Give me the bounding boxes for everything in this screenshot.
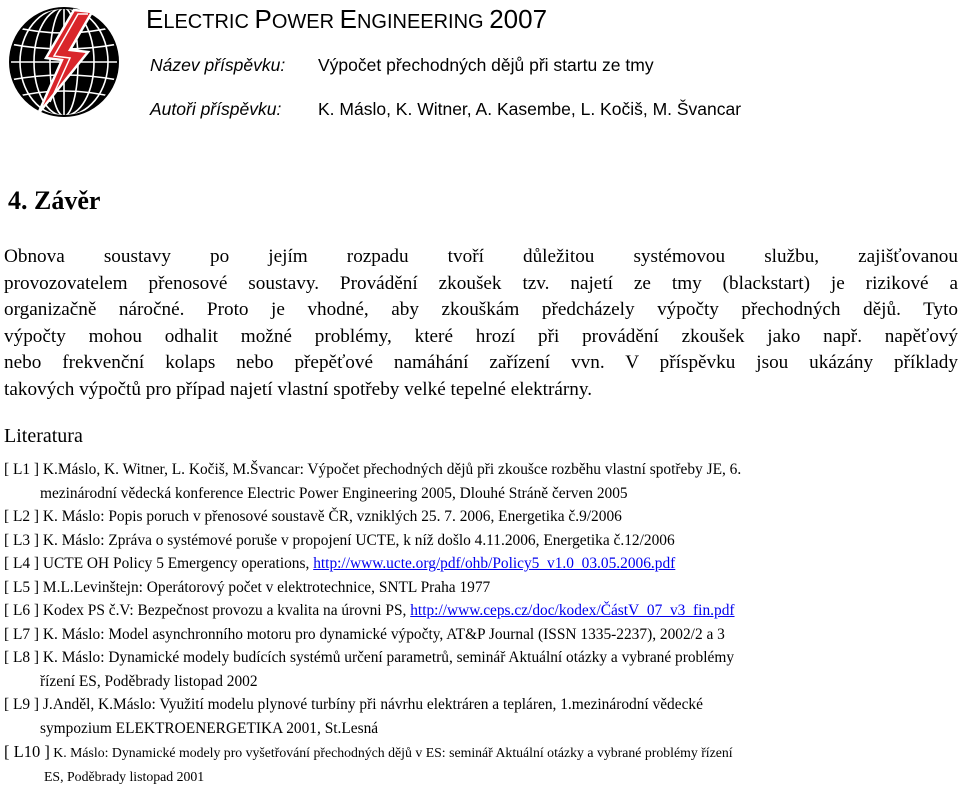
conference-logo — [8, 6, 120, 118]
reference-tag: [ L8 ] — [4, 649, 39, 666]
reference-text: J.Anděl, K.Máslo: Využití modelu plynové turbíny při návrhu elektráren a tepláren, 1.mezinárodní vědecké — [43, 696, 703, 713]
reference-continuation: ES, Poděbrady listopad 2001 — [4, 765, 958, 788]
reference-tag: [ L6 ] — [4, 602, 39, 619]
reference-tag: [ L4 ] — [4, 555, 39, 572]
reference-item — [4, 623, 958, 647]
literature-heading: Literatura — [4, 423, 83, 449]
reference-item — [4, 458, 958, 505]
reference-item — [4, 646, 958, 693]
reference-tag: [ L1 ] — [4, 461, 39, 478]
ucte-policy-link[interactable]: http://www.ucte.org/pdf/ohb/Policy5_v1.0_03.05.2006.pdf — [313, 555, 675, 572]
reference-tag: [ L7 ] — [4, 626, 39, 643]
conclusion-paragraph — [4, 244, 958, 404]
paper-title-label: Název příspěvku: — [150, 54, 285, 76]
reference-tag: [ L10 ] — [4, 742, 50, 761]
reference-continuation: mezinárodní vědecká konference Electric Power Engineering 2005, Dlouhé Stráně červen 2005 — [4, 482, 958, 506]
reference-item — [4, 576, 958, 600]
reference-tag: [ L5 ] — [4, 579, 39, 596]
authors-label: Autoři příspěvku: — [150, 98, 281, 120]
reference-list — [4, 458, 958, 788]
reference-tag: [ L3 ] — [4, 532, 39, 549]
paragraph-line: Obnova soustavy po jejím rozpadu tvoří důležitou systémovou službu, zajišťovanou — [4, 244, 958, 271]
paragraph-line: organizačně náročné. Proto je vhodné, aby zkouškám předcházely výpočty přechodných dějů. Tyto — [4, 297, 958, 324]
section-heading: 4. Závěr — [8, 186, 100, 216]
reference-continuation: řízení ES, Poděbrady listopad 2002 — [4, 670, 958, 694]
reference-item — [4, 693, 958, 740]
reference-text: Kodex PS č.V: Bezpečnost provozu a kvalita na úrovni PS, — [43, 602, 410, 619]
reference-text: K.Máslo, K. Witner, L. Kočiš, M.Švancar: Výpočet přechodných dějů při zkoušce rozběhu vlastní spotřeby JE, 6. — [43, 461, 741, 478]
conference-title: ELECTRIC POWER ENGINEERING 2007 — [146, 4, 547, 37]
reference-continuation: sympozium ELEKTROENERGETIKA 2001, St.Lesná — [4, 717, 958, 741]
reference-text: K. Máslo: Zpráva o systémové poruše v propojení UCTE, k níž došlo 4.11.2006, Energetika č.12/2006 — [43, 532, 675, 549]
reference-text: K. Máslo: Dynamické modely pro vyšetřování přechodných dějů v ES: seminář Aktuální otázky a vybrané problémy řízení — [50, 745, 733, 760]
ceps-kodex-link[interactable]: http://www.ceps.cz/doc/kodex/ČástV_07_v3_fin.pdf — [410, 602, 734, 619]
reference-item — [4, 552, 958, 576]
reference-item — [4, 505, 958, 529]
reference-item — [4, 740, 958, 788]
paragraph-line: provozovatelem přenosové soustavy. Provádění zkoušek tzv. najetí ze tmy (blackstart) je rizikové a — [4, 271, 958, 298]
reference-text: K. Máslo: Dynamické modely budících systémů určení parametrů, seminář Aktuální otázky a vybrané problémy — [43, 649, 734, 666]
paragraph-line: takových výpočtů pro případ najetí vlastní spotřeby velké tepelné elektrárny. — [4, 377, 958, 404]
paper-title-value: Výpočet přechodných dějů při startu ze tmy — [318, 54, 654, 76]
reference-text: K. Máslo: Model asynchronního motoru pro dynamické výpočty, AT&P Journal (ISSN 1335-2237), 2002/2 a 3 — [43, 626, 725, 643]
authors-value: K. Máslo, K. Witner, A. Kasembe, L. Kočiš, M. Švancar — [318, 98, 741, 120]
reference-item — [4, 599, 958, 623]
paragraph-line: výpočty mohou odhalit možné problémy, které hrozí při provádění zkoušek jako např. napěťový — [4, 324, 958, 351]
reference-text: UCTE OH Policy 5 Emergency operations, — [43, 555, 313, 572]
reference-text: M.L.Levinštejn: Operátorový počet v elektrotechnice, SNTL Praha 1977 — [43, 579, 490, 596]
paragraph-line: nebo frekvenční kolaps nebo přepěťové namáhání zařízení vvn. V příspěvku jsou ukázány příklady — [4, 350, 958, 377]
reference-item — [4, 529, 958, 553]
reference-tag: [ L9 ] — [4, 696, 39, 713]
reference-text: K. Máslo: Popis poruch v přenosové soustavě ČR, vzniklých 25. 7. 2006, Energetika č.9/2006 — [43, 508, 622, 525]
reference-tag: [ L2 ] — [4, 508, 39, 525]
